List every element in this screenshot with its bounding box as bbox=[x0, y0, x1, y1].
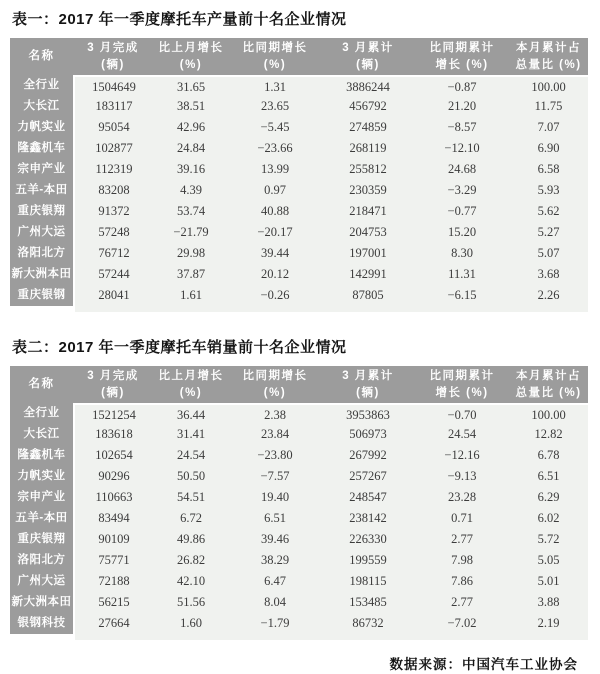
column-header: 比上月增长 (%) bbox=[153, 366, 229, 403]
data-source-note: 数据来源：中国汽车工业协会 bbox=[389, 657, 578, 672]
data-cell: 456792 bbox=[321, 96, 415, 117]
data-cell: 27664 bbox=[73, 613, 153, 634]
data-cell: 76712 bbox=[73, 243, 153, 264]
data-cell: 39.16 bbox=[153, 159, 229, 180]
data-cell: 183117 bbox=[73, 96, 153, 117]
data-cell: 6.51 bbox=[229, 508, 321, 529]
data-cell: 6.90 bbox=[509, 138, 588, 159]
data-cell: 5.05 bbox=[509, 550, 588, 571]
data-cell: 31.65 bbox=[153, 75, 229, 96]
row-label: 洛阳北方 bbox=[10, 550, 73, 571]
row-label: 宗申产业 bbox=[10, 159, 73, 180]
data-cell: 13.99 bbox=[229, 159, 321, 180]
data-cell: 7.98 bbox=[415, 550, 509, 571]
data-cell: 23.65 bbox=[229, 96, 321, 117]
data-cell: −12.16 bbox=[415, 445, 509, 466]
data-cell: 2.26 bbox=[509, 285, 588, 306]
data-cell: −7.02 bbox=[415, 613, 509, 634]
data-cell: −8.57 bbox=[415, 117, 509, 138]
data-cell: 6.29 bbox=[509, 487, 588, 508]
data-cell: 1504649 bbox=[73, 75, 153, 96]
data-cell: 42.96 bbox=[153, 117, 229, 138]
data-cell: 57248 bbox=[73, 222, 153, 243]
data-cell: 0.97 bbox=[229, 180, 321, 201]
data-cell: 142991 bbox=[321, 264, 415, 285]
data-cell: 11.75 bbox=[509, 96, 588, 117]
row-label: 五羊-本田 bbox=[10, 508, 73, 529]
row-label: 重庆银翔 bbox=[10, 201, 73, 222]
row-label: 大长江 bbox=[10, 96, 73, 117]
data-cell: −23.66 bbox=[229, 138, 321, 159]
data-cell: 40.88 bbox=[229, 201, 321, 222]
data-cell: 51.56 bbox=[153, 592, 229, 613]
data-cell: 7.86 bbox=[415, 571, 509, 592]
data-cell: 24.54 bbox=[415, 424, 509, 445]
data-cell: 37.87 bbox=[153, 264, 229, 285]
data-cell: 204753 bbox=[321, 222, 415, 243]
production-table-title: 表一：2017 年一季度摩托车产量前十名企业情况 bbox=[12, 11, 347, 28]
data-cell: 56215 bbox=[73, 592, 153, 613]
data-cell: 153485 bbox=[321, 592, 415, 613]
row-label: 广州大运 bbox=[10, 571, 73, 592]
data-cell: 274859 bbox=[321, 117, 415, 138]
data-cell: 1.31 bbox=[229, 75, 321, 96]
data-cell: 230359 bbox=[321, 180, 415, 201]
data-cell: 21.20 bbox=[415, 96, 509, 117]
column-header: 比同期增长 (%) bbox=[229, 366, 321, 403]
data-cell: 102654 bbox=[73, 445, 153, 466]
data-cell: 8.04 bbox=[229, 592, 321, 613]
production-table-section bbox=[10, 8, 588, 312]
data-cell: 49.86 bbox=[153, 529, 229, 550]
row-label: 五羊-本田 bbox=[10, 180, 73, 201]
data-cell: 31.41 bbox=[153, 424, 229, 445]
data-cell: 199559 bbox=[321, 550, 415, 571]
data-cell: 36.44 bbox=[153, 403, 229, 424]
data-cell: 248547 bbox=[321, 487, 415, 508]
data-cell: 23.28 bbox=[415, 487, 509, 508]
data-cell: 6.47 bbox=[229, 571, 321, 592]
data-cell: 24.68 bbox=[415, 159, 509, 180]
row-label: 银钢科技 bbox=[10, 613, 73, 634]
data-cell: −7.57 bbox=[229, 466, 321, 487]
data-cell: 267992 bbox=[321, 445, 415, 466]
data-cell: 5.62 bbox=[509, 201, 588, 222]
column-header: 名称 bbox=[10, 366, 73, 403]
data-cell: 5.07 bbox=[509, 243, 588, 264]
data-cell: 1.61 bbox=[153, 285, 229, 306]
column-header: 3 月累计 (辆) bbox=[321, 38, 415, 75]
data-cell: 39.44 bbox=[229, 243, 321, 264]
data-cell: 87805 bbox=[321, 285, 415, 306]
data-cell: 28041 bbox=[73, 285, 153, 306]
data-cell: 238142 bbox=[321, 508, 415, 529]
data-cell: 6.72 bbox=[153, 508, 229, 529]
data-cell: −0.77 bbox=[415, 201, 509, 222]
sales-table-title: 表二：2017 年一季度摩托车销量前十名企业情况 bbox=[12, 339, 347, 356]
data-cell: 95054 bbox=[73, 117, 153, 138]
data-cell: 83494 bbox=[73, 508, 153, 529]
data-cell: −0.26 bbox=[229, 285, 321, 306]
column-header: 比同期累计 增长 (%) bbox=[415, 38, 509, 75]
data-cell: 110663 bbox=[73, 487, 153, 508]
data-cell: 83208 bbox=[73, 180, 153, 201]
data-cell: 19.40 bbox=[229, 487, 321, 508]
data-cell: 1.60 bbox=[153, 613, 229, 634]
sales-table-section bbox=[10, 336, 588, 640]
data-cell: −9.13 bbox=[415, 466, 509, 487]
data-cell: 102877 bbox=[73, 138, 153, 159]
row-label: 宗申产业 bbox=[10, 487, 73, 508]
data-cell: 23.84 bbox=[229, 424, 321, 445]
data-cell: 3953863 bbox=[321, 403, 415, 424]
row-label: 广州大运 bbox=[10, 222, 73, 243]
row-label: 重庆银翔 bbox=[10, 529, 73, 550]
data-cell: 6.51 bbox=[509, 466, 588, 487]
column-header: 比上月增长 (%) bbox=[153, 38, 229, 75]
data-cell: 5.72 bbox=[509, 529, 588, 550]
row-label: 新大洲本田 bbox=[10, 264, 73, 285]
data-cell: 5.01 bbox=[509, 571, 588, 592]
data-cell: 3.88 bbox=[509, 592, 588, 613]
data-cell: 50.50 bbox=[153, 466, 229, 487]
column-header: 比同期增长 (%) bbox=[229, 38, 321, 75]
data-cell: 100.00 bbox=[509, 403, 588, 424]
column-header: 3 月累计 (辆) bbox=[321, 366, 415, 403]
data-cell: 29.98 bbox=[153, 243, 229, 264]
data-cell: 268119 bbox=[321, 138, 415, 159]
data-cell: 3.68 bbox=[509, 264, 588, 285]
data-cell: 90296 bbox=[73, 466, 153, 487]
data-cell: 26.82 bbox=[153, 550, 229, 571]
row-label: 全行业 bbox=[10, 75, 73, 96]
data-cell: 91372 bbox=[73, 201, 153, 222]
data-cell: 2.19 bbox=[509, 613, 588, 634]
data-cell: 197001 bbox=[321, 243, 415, 264]
data-cell: 38.51 bbox=[153, 96, 229, 117]
data-cell: 1521254 bbox=[73, 403, 153, 424]
column-header: 名称 bbox=[10, 38, 73, 75]
column-header: 本月累计占 总量比 (%) bbox=[509, 366, 588, 403]
data-cell: 86732 bbox=[321, 613, 415, 634]
data-cell: 72188 bbox=[73, 571, 153, 592]
data-cell: 112319 bbox=[73, 159, 153, 180]
data-cell: −0.87 bbox=[415, 75, 509, 96]
data-cell: 42.10 bbox=[153, 571, 229, 592]
data-cell: 24.54 bbox=[153, 445, 229, 466]
data-cell: 0.71 bbox=[415, 508, 509, 529]
data-cell: 5.93 bbox=[509, 180, 588, 201]
data-cell: 2.77 bbox=[415, 592, 509, 613]
production-table bbox=[10, 38, 588, 312]
data-cell: −23.80 bbox=[229, 445, 321, 466]
data-cell: 53.74 bbox=[153, 201, 229, 222]
column-header: 本月累计占 总量比 (%) bbox=[509, 38, 588, 75]
data-cell: −21.79 bbox=[153, 222, 229, 243]
data-cell: 3886244 bbox=[321, 75, 415, 96]
data-cell: 2.38 bbox=[229, 403, 321, 424]
row-label: 力帆实业 bbox=[10, 466, 73, 487]
data-cell: −20.17 bbox=[229, 222, 321, 243]
data-cell: 12.82 bbox=[509, 424, 588, 445]
table-bottom-strip bbox=[73, 306, 588, 312]
data-cell: 24.84 bbox=[153, 138, 229, 159]
data-cell: 218471 bbox=[321, 201, 415, 222]
column-header: 3 月完成 (辆) bbox=[73, 38, 153, 75]
data-cell: 15.20 bbox=[415, 222, 509, 243]
data-cell: −6.15 bbox=[415, 285, 509, 306]
row-label: 大长江 bbox=[10, 424, 73, 445]
row-label: 重庆银钢 bbox=[10, 285, 73, 306]
row-label: 隆鑫机车 bbox=[10, 445, 73, 466]
data-cell: 226330 bbox=[321, 529, 415, 550]
row-label: 新大洲本田 bbox=[10, 592, 73, 613]
row-label: 洛阳北方 bbox=[10, 243, 73, 264]
row-label: 隆鑫机车 bbox=[10, 138, 73, 159]
data-cell: 6.78 bbox=[509, 445, 588, 466]
data-cell: 8.30 bbox=[415, 243, 509, 264]
data-cell: 6.58 bbox=[509, 159, 588, 180]
data-cell: 4.39 bbox=[153, 180, 229, 201]
data-cell: 6.02 bbox=[509, 508, 588, 529]
data-cell: 54.51 bbox=[153, 487, 229, 508]
data-cell: 257267 bbox=[321, 466, 415, 487]
data-cell: −12.10 bbox=[415, 138, 509, 159]
column-header: 3 月完成 (辆) bbox=[73, 366, 153, 403]
data-cell: 255812 bbox=[321, 159, 415, 180]
data-cell: 2.77 bbox=[415, 529, 509, 550]
data-cell: −0.70 bbox=[415, 403, 509, 424]
data-cell: −3.29 bbox=[415, 180, 509, 201]
data-cell: 90109 bbox=[73, 529, 153, 550]
data-cell: 100.00 bbox=[509, 75, 588, 96]
data-cell: 11.31 bbox=[415, 264, 509, 285]
row-label: 全行业 bbox=[10, 403, 73, 424]
table-bottom-strip bbox=[73, 634, 588, 640]
data-cell: 506973 bbox=[321, 424, 415, 445]
data-cell: 39.46 bbox=[229, 529, 321, 550]
data-cell: 5.27 bbox=[509, 222, 588, 243]
column-header: 比同期累计 增长 (%) bbox=[415, 366, 509, 403]
sales-table bbox=[10, 366, 588, 640]
data-cell: 7.07 bbox=[509, 117, 588, 138]
data-cell: 20.12 bbox=[229, 264, 321, 285]
data-cell: 198115 bbox=[321, 571, 415, 592]
data-cell: −1.79 bbox=[229, 613, 321, 634]
data-cell: 183618 bbox=[73, 424, 153, 445]
data-cell: 75771 bbox=[73, 550, 153, 571]
data-cell: 57244 bbox=[73, 264, 153, 285]
data-cell: −5.45 bbox=[229, 117, 321, 138]
data-cell: 38.29 bbox=[229, 550, 321, 571]
row-label: 力帆实业 bbox=[10, 117, 73, 138]
